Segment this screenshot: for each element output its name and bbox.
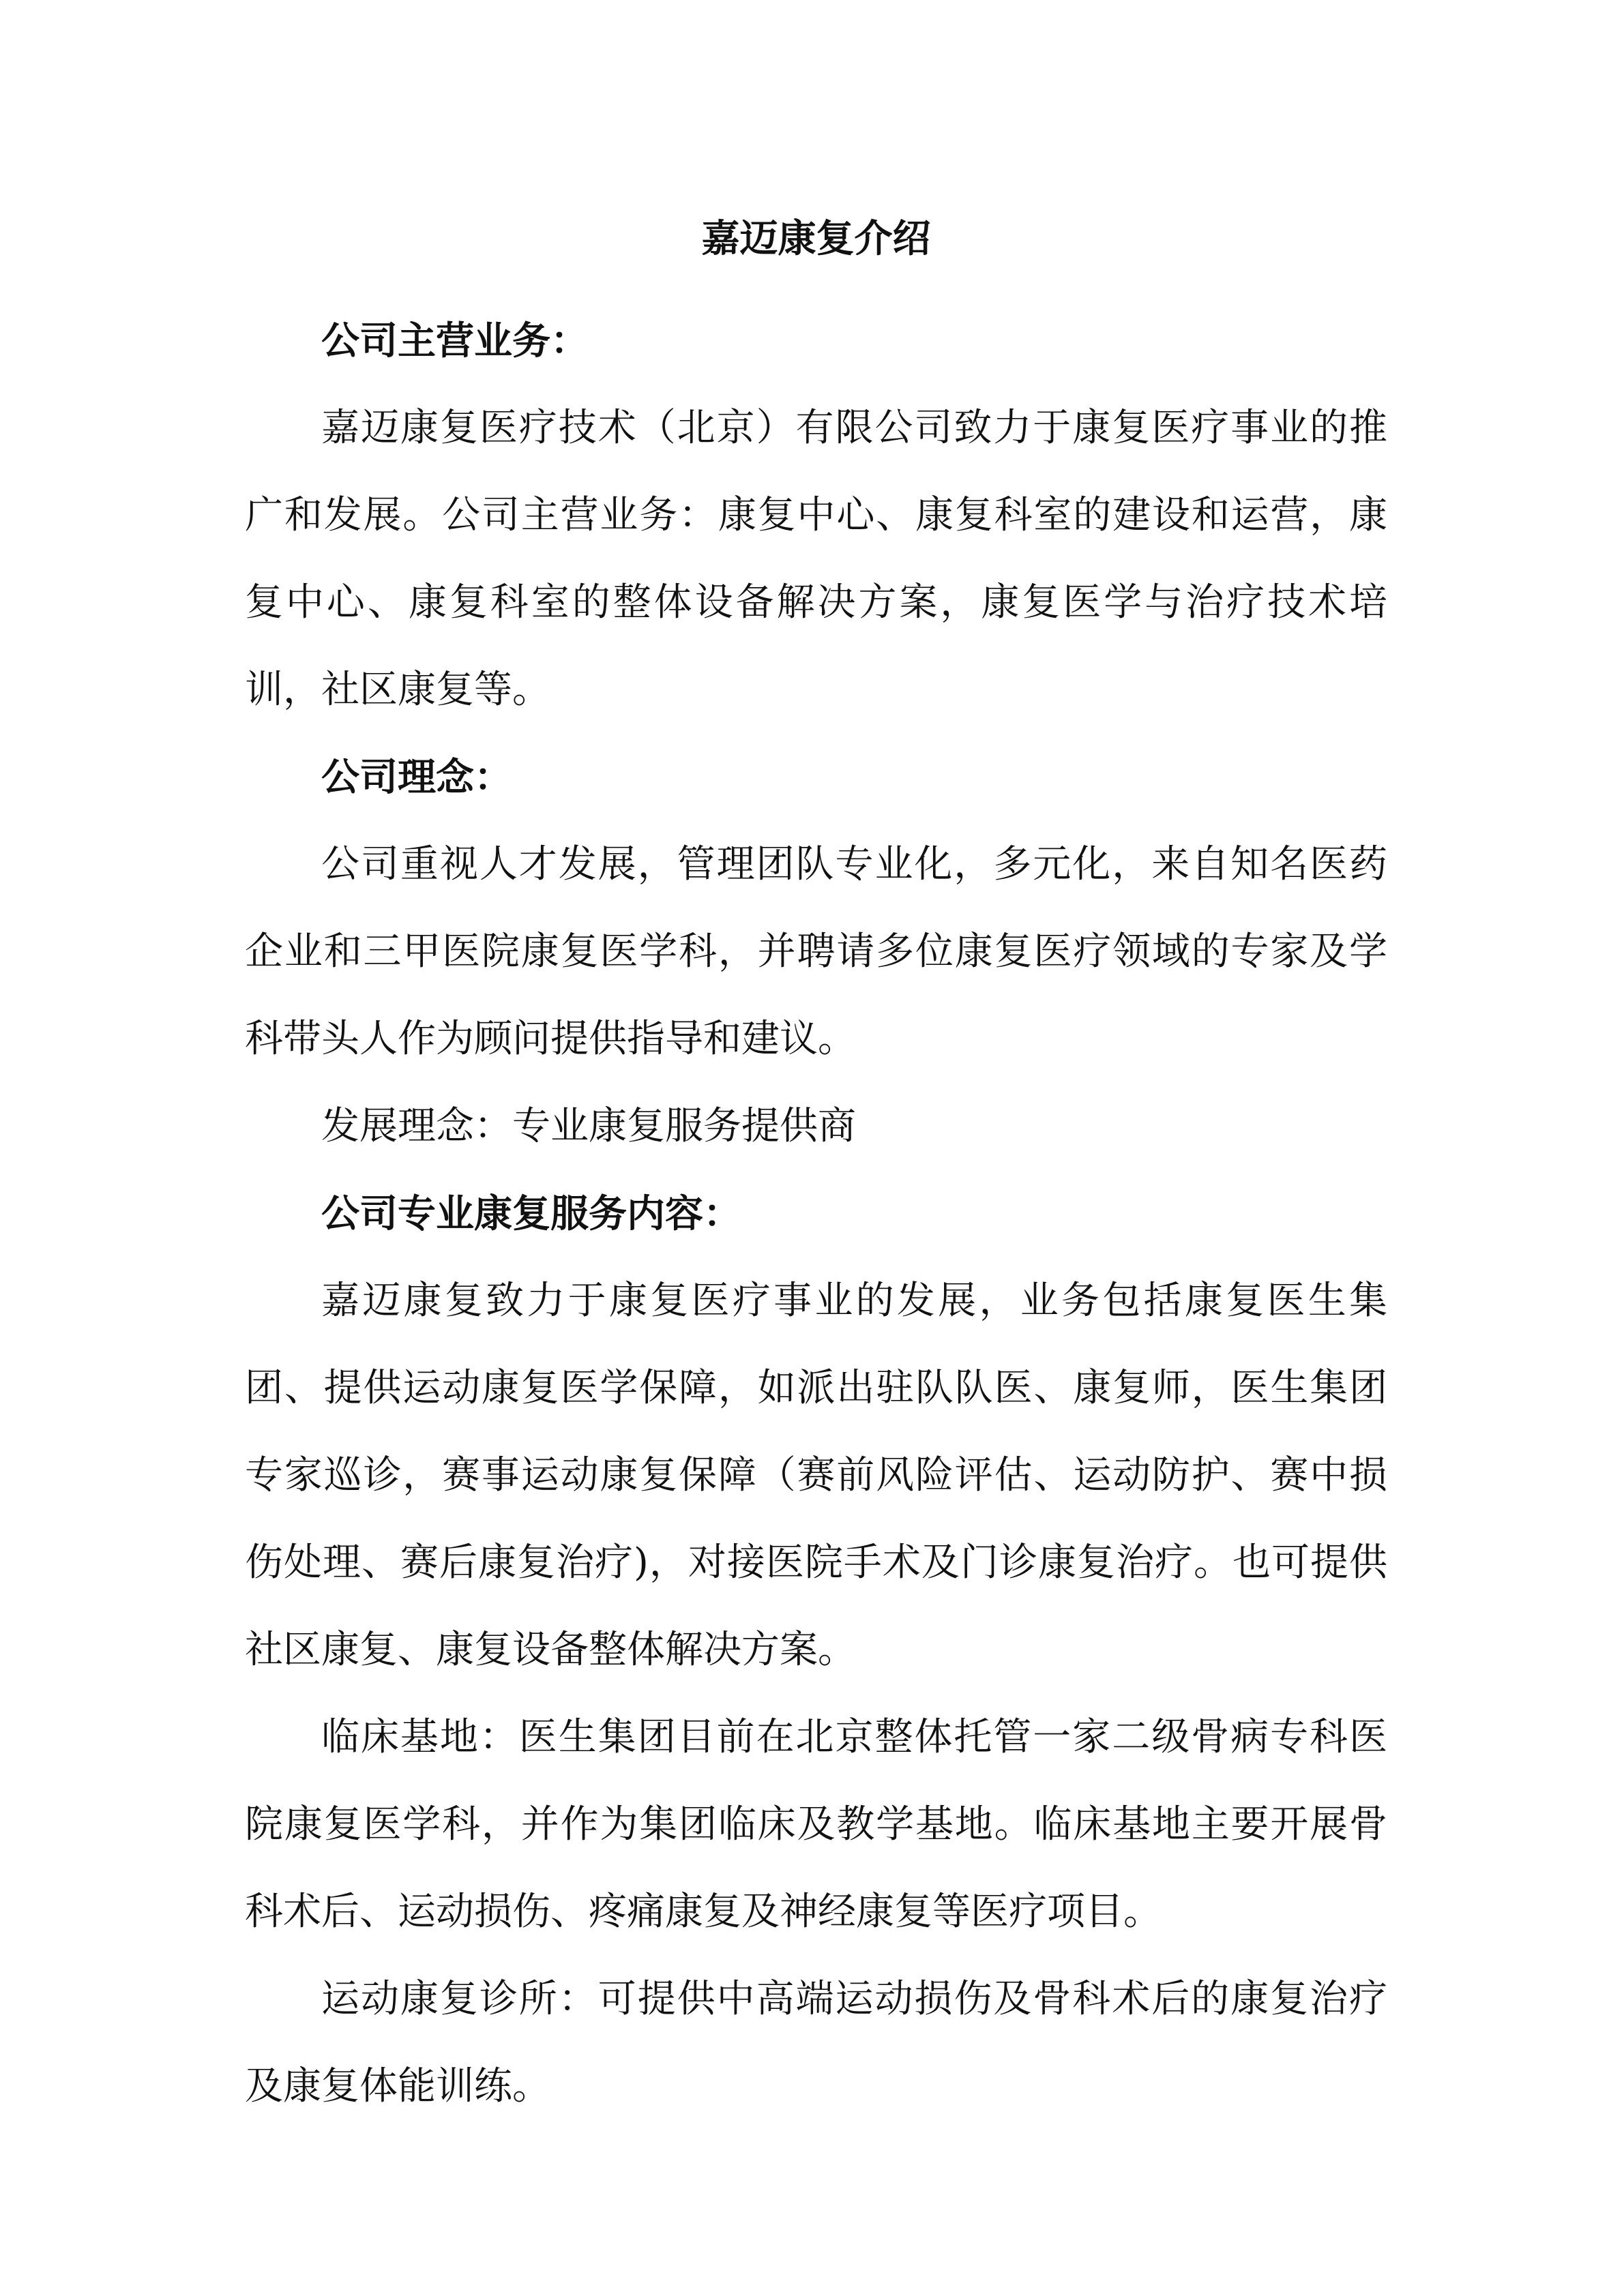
paragraph: 嘉迈康复医疗技术（北京）有限公司致力于康复医疗事业的推广和发展。公司主营业务：康复中心、康复科室的建设和运营，康复中心、康复科室的整体设备解决方案，康复医学与治疗技术培训，社区康复等。: [245, 406, 1387, 712]
section-heading: 公司理念：: [321, 755, 512, 800]
document-title: 嘉迈康复介绍: [701, 216, 931, 261]
paragraph: 运动康复诊所：可提供中高端运动损伤及骨科术后的康复治疗及康复体能训练。: [245, 1977, 1387, 2108]
paragraph: 发展理念：专业康复服务提供商: [321, 1104, 856, 1148]
section-heading: 公司专业康复服务内容：: [321, 1191, 741, 1236]
paragraph: 临床基地：医生集团目前在北京整体托管一家二级骨病专科医院康复医学科，并作为集团临床及教学基地。临床基地主要开展骨科术后、运动损伤、疼痛康复及神经康复等医疗项目。: [245, 1715, 1387, 1934]
section-heading: 公司主营业务：: [321, 318, 589, 363]
paragraph: 公司重视人才发展，管理团队专业化，多元化，来自知名医药企业和三甲医院康复医学科，并聘请多位康复医疗领域的专家及学科带头人作为顾问提供指导和建议。: [245, 842, 1387, 1061]
document-body: [245, 205, 1387, 2130]
section-professional-services: [245, 1170, 1387, 2130]
section-main-business: [245, 297, 1387, 734]
paragraph: 嘉迈康复致力于康复医疗事业的发展，业务包括康复医生集团、提供运动康复医学保障，如派出驻队队医、康复师，医生集团专家巡诊，赛事运动康复保障（赛前风险评估、运动防护、赛中损伤处理、赛后康复治疗)，对接医院手术及门诊康复治疗。也可提供社区康复、康复设备整体解决方案。: [245, 1279, 1387, 1672]
section-company-philosophy: [245, 734, 1387, 1170]
